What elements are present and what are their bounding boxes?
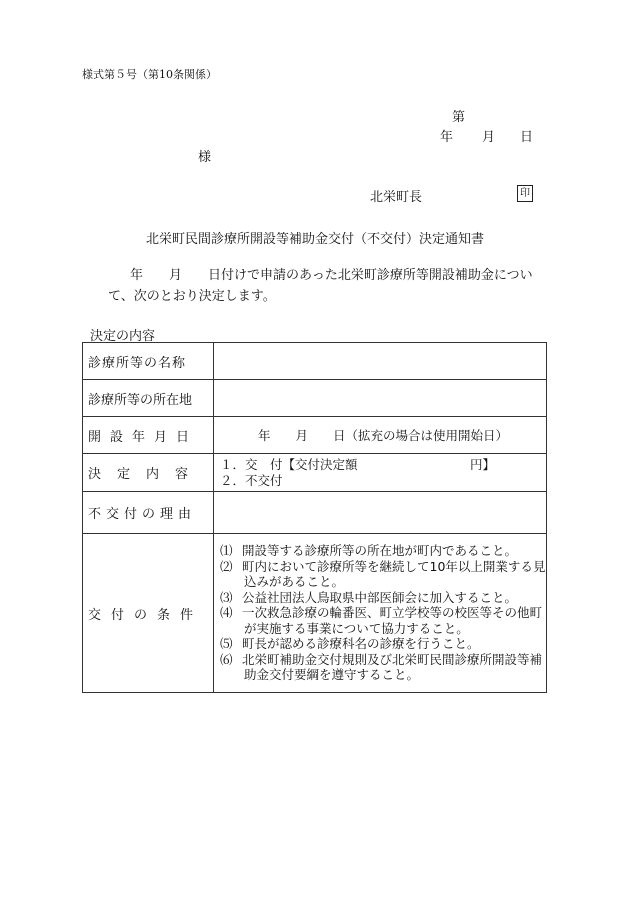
date-month: 月 (482, 130, 496, 145)
body-paragraph (108, 265, 552, 307)
list-item: ⑴ 開設等する診療所等の所在地が町内であること。 (220, 543, 518, 559)
row-value-address (214, 380, 547, 417)
row-value-reason (214, 492, 547, 534)
row-value-conditions (214, 534, 547, 693)
row-label-reason: 不交付の理由 (83, 492, 214, 534)
table-row (83, 454, 547, 492)
list-item: ⑷ 一次救急診療の輪番医、町立学校等の校医等その他町が実施する事業について協力すること。 (220, 605, 543, 636)
document-title: 北栄町民間診療所開設等補助金交付（不交付）決定通知書 (145, 232, 484, 247)
date-year: 年 (440, 130, 454, 145)
decision-option-grant: １．交 付【交付決定額 円】 (220, 457, 496, 472)
row-value-name (214, 343, 547, 380)
conditions-list (220, 543, 546, 683)
row-label-address: 診療所等の所在地 (83, 380, 214, 417)
list-item: ⑸ 町長が認める診療科名の診療を行うこと。 (220, 636, 480, 652)
document-number-label: 第 (452, 110, 466, 125)
row-label-conditions: 交付の条件 (83, 534, 214, 693)
list-item: ⑶ 公益社団法人鳥取県中部医師会に加入すること。 (220, 589, 518, 605)
list-item: ⑵ 町内において診療所等を継続して10年以上開業する見込みがあること。 (220, 558, 546, 590)
form-number: 様式第５号（第10条関係） (82, 68, 217, 81)
row-label-name: 診療所等の名称 (83, 343, 214, 380)
table-row (83, 343, 547, 380)
table-row (83, 492, 547, 534)
row-label-open-date: 開設年月日 (83, 417, 214, 454)
table-row (83, 417, 547, 454)
table-row (83, 380, 547, 417)
seal-mark: 印 (517, 185, 533, 202)
decision-table (82, 342, 547, 693)
body-line-2: て、次のとおり決定します。 (108, 289, 276, 304)
section-label: 決定の内容 (90, 329, 156, 344)
issue-date (440, 126, 533, 145)
list-item: ⑹ 北栄町補助金交付規則及び北栄町民間診療所開設等補助金交付要綱を遵守すること。 (220, 651, 543, 683)
issuer-name: 北栄町長 (370, 190, 423, 205)
body-line-1: 年 月 日付けで申請のあった北栄町診療所等開設補助金につい (130, 268, 533, 283)
table-row (83, 534, 547, 693)
decision-option-nongrant: ２．不交付 (220, 472, 283, 488)
date-day: 日 (520, 130, 534, 145)
row-label-decision: 決定内容 (83, 454, 214, 492)
row-value-open-date: 年 月 日（拡充の場合は使用開始日） (214, 417, 547, 454)
row-value-decision (214, 454, 547, 492)
addressee-suffix: 様 (198, 150, 212, 165)
